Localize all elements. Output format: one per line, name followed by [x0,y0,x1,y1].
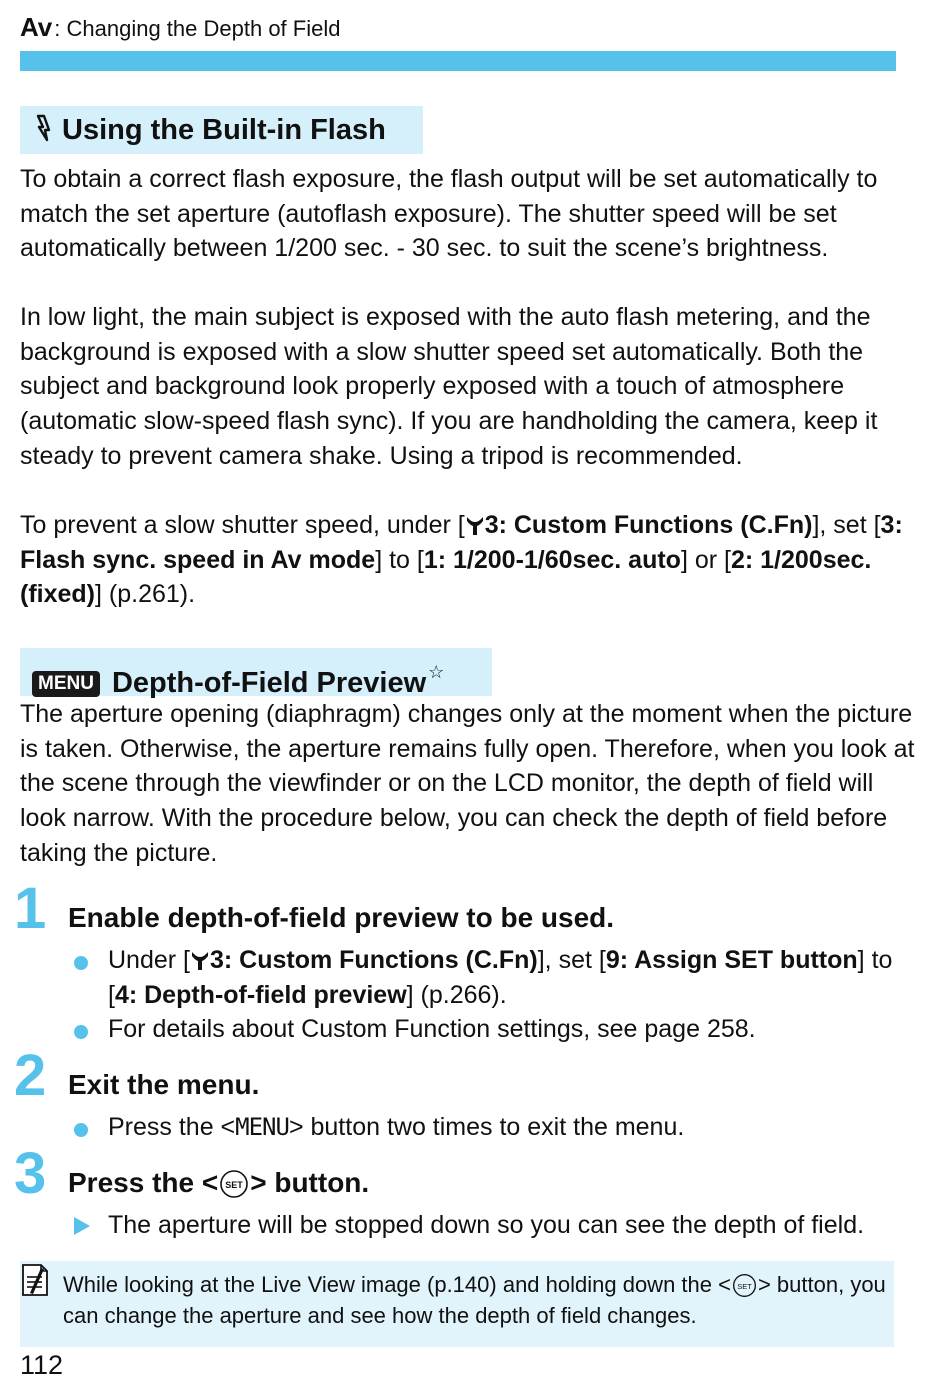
svg-text:SET: SET [737,1281,752,1291]
result-item: The aperture will be stopped down so you can see the depth of field. [74,1208,914,1243]
svg-text:SET: SET [225,1180,243,1190]
step-number: 2 [14,1043,47,1108]
list-item: Under [ 3: Custom Functions (C.Fn)], set [9: Assign SET button] to [4: Depth-of-field preview] (p.266). [74,943,914,1012]
step-title: Enable depth-of-field preview to be used. [68,902,615,933]
header-bar [20,51,896,71]
flash-icon [32,114,54,142]
section-title: Depth-of-Field Preview [111,667,427,699]
set-button-icon [219,1169,249,1199]
arrow-right-icon [74,1217,90,1235]
step-number: 1 [14,876,47,941]
step-title: Press the < SET > button. [68,1167,370,1198]
star-icon: ☆ [428,662,445,682]
flash-paragraph-2: In low light, the main subject is exposed with the auto flash metering, and the background is exposed with a slow shutter speed set automatically. Both the subject and background look properly exposed with a touch of atmosphere (automatic slow-speed flash sync). If you are handholding the camera, keep it steady to prevent camera shake. Using a tripod is recommended. [20,303,878,470]
bullet-icon [74,1025,88,1039]
wrench-icon [190,949,210,971]
section-heading-dof [20,648,492,699]
section-heading-flash [20,106,423,154]
page-number: 112 [20,1350,64,1380]
wrench-icon [465,514,485,536]
menu-button-label: MENU [235,1113,289,1141]
section-title: Using the Built-in Flash [62,114,386,146]
mode-label: Av [20,12,53,42]
bullet-icon [74,956,88,970]
flash-paragraph-1: To obtain a correct flash exposure, the flash output will be set automatically to match the set aperture (autoflash exposure). The shutter speed will be set automatically between 1/200 sec. - 30 sec. to suit the scene’s brightness. [20,165,878,263]
set-button-icon [732,1273,757,1298]
note-box [20,1261,894,1347]
dof-intro: The aperture opening (diaphragm) changes only at the moment when the picture is taken. Otherwise, the aperture remains fully open. Therefore, when you look at the scene through the viewfinder or on the LCD monitor, the depth of field will look narrow. With the procedure below, you can check the depth of field before taking the picture. [20,700,915,867]
list-item: Press the <MENU> button two times to exit the menu. [74,1110,914,1145]
header-title: : Changing the Depth of Field [54,16,341,41]
bullet-icon [74,1123,88,1137]
step-title: Exit the menu. [68,1069,260,1100]
step-number: 3 [14,1141,47,1206]
list-item: For details about Custom Function settings, see page 258. [74,1012,914,1047]
note-text: While looking at the Live View image (p.140) and holding down the < SET > button, you can change the aperture and see how the depth of field changes. [63,1272,886,1328]
note-icon [20,1263,50,1297]
flash-paragraph-3: To prevent a slow shutter speed, under [ 3: Custom Functions (C.Fn)], set [3: Flash sync. speed in Av mode] to [1: 1/200-1/60sec. auto] or [2: 1/200sec. (fixed)] (p.261). [20,511,903,609]
menu-icon: MENU [32,671,100,697]
page-header [20,12,340,43]
